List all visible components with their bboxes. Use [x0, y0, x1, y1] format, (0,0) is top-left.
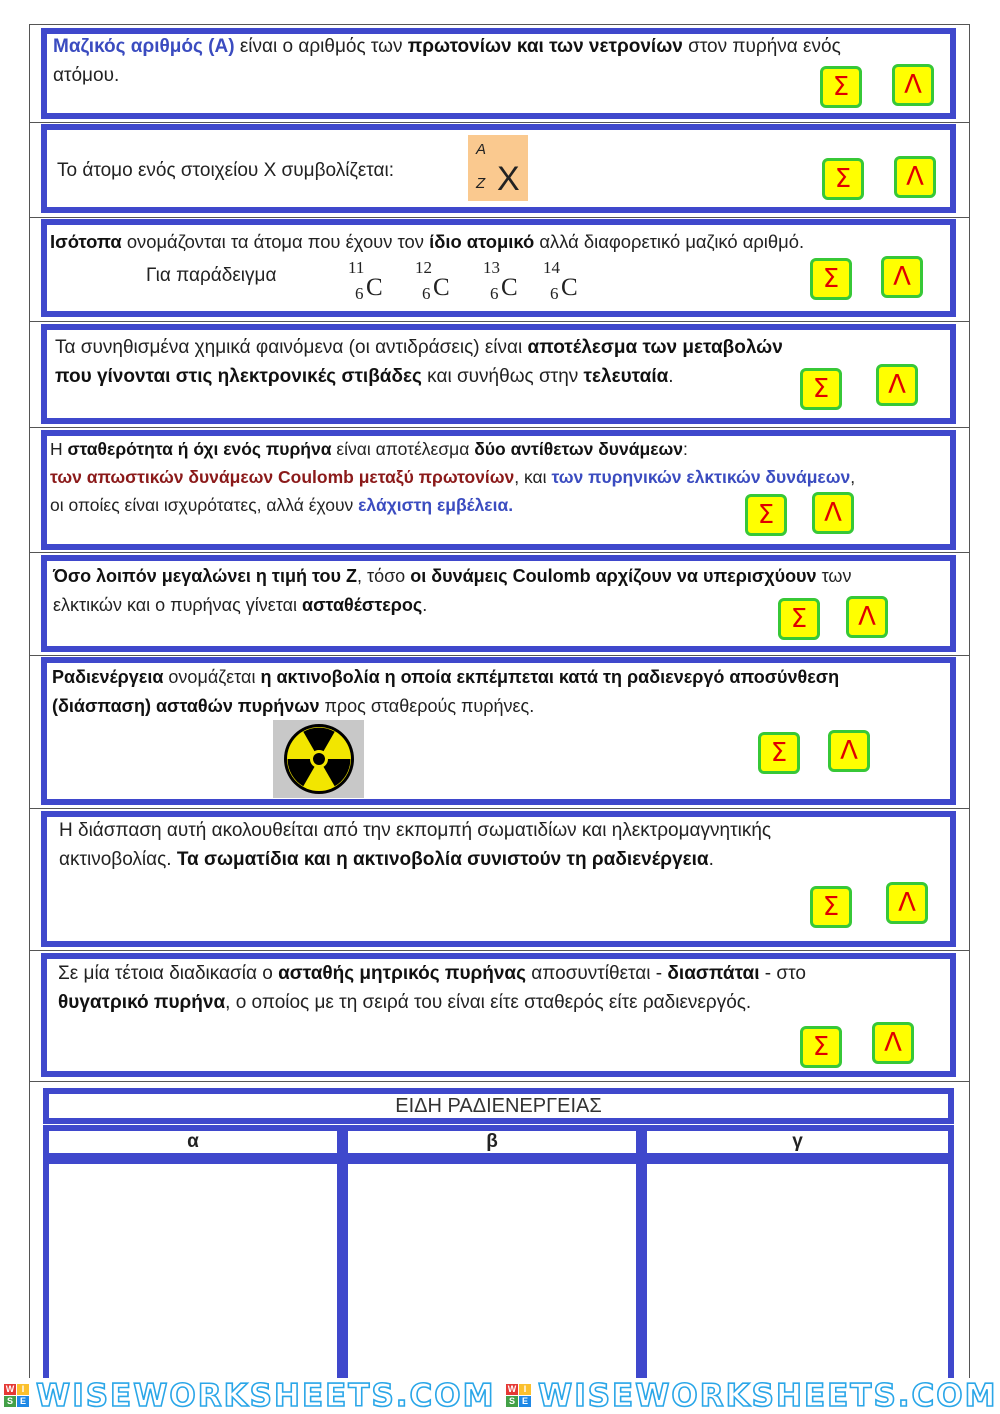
mass-number-label: A [476, 141, 487, 158]
divider [29, 655, 970, 656]
radiation-hazard-icon [273, 720, 364, 798]
wrong-button[interactable]: Λ [828, 730, 870, 772]
statement-2-text: Το άτομο ενός στοιχείου Χ συμβολίζεται: [57, 160, 395, 181]
wrong-button[interactable]: Λ [886, 882, 928, 924]
divider [29, 1081, 970, 1082]
wiseworksheets-logo-icon: W I S E [506, 1384, 534, 1408]
correct-button[interactable]: Σ [822, 158, 864, 200]
correct-button[interactable]: Σ [758, 732, 800, 774]
atomic-number-label: Z [476, 175, 486, 192]
nuclide-symbol [468, 135, 528, 201]
wrong-button[interactable]: Λ [892, 64, 934, 106]
correct-button[interactable]: Σ [745, 494, 787, 536]
wrong-button[interactable]: Λ [846, 596, 888, 638]
drop-zone-alpha[interactable] [43, 1158, 343, 1390]
divider [29, 217, 970, 218]
wrong-button[interactable]: Λ [881, 256, 923, 298]
column-header-alpha: α [43, 1125, 343, 1159]
drop-zone-beta[interactable] [342, 1158, 642, 1390]
correct-button[interactable]: Σ [810, 258, 852, 300]
watermark-text: WISEWORKSHEETS.COM [538, 1378, 998, 1414]
term: Μαζικός αριθμός (Α) [53, 36, 235, 57]
wrong-button[interactable]: Λ [876, 364, 918, 406]
element-symbol: X [497, 160, 520, 198]
wrong-button[interactable]: Λ [812, 492, 854, 534]
column-header-gamma: γ [641, 1125, 954, 1159]
statement-5-text: Η σταθερότητα ή όχι ενός πυρήνα είναι αποτέλεσμα δύο αντίθετων δυνάμεων: των απωστικών δυνάμεων Coulomb μεταξύ πρωτονίων, και των πυρηνικών ελκτικών δυνάμεων, οι οποίες είναι ισχυρότατες, αλλά έχουν ελάχιστη εμβέλεια. [50, 439, 856, 515]
statement-4-text: Τα συνηθισμένα χημικά φαινόμενα (οι αντιδράσεις) είναι αποτέλεσμα των μεταβολών που γίνονται στις ηλεκτρονικές στιβάδες και συνήθως στην τελευταία. [55, 337, 783, 387]
footer-watermark [0, 1378, 1000, 1413]
divider [29, 122, 970, 123]
divider [29, 321, 970, 322]
wrong-button[interactable]: Λ [894, 156, 936, 198]
statement-6-text: Όσο λοιπόν μεγαλώνει η τιμή του Ζ, τόσο οι δυνάμεις Coulomb αρχίζουν να υπερισχύουν των ελκτικών και ο πυρήνας γίνεται ασταθέστερος. [53, 566, 852, 615]
divider [29, 808, 970, 809]
wiseworksheets-logo-icon: W I S E [4, 1384, 32, 1408]
column-header-beta: β [342, 1125, 642, 1159]
correct-button[interactable]: Σ [778, 598, 820, 640]
wrong-button[interactable]: Λ [872, 1022, 914, 1064]
statement-8-text: Η διάσπαση αυτή ακολουθείται από την εκπομπή σωματιδίων και ηλεκτρομαγνητικής ακτινοβολίας. Τα σωματίδια και η ακτινοβολία συνιστούν τη ραδιενέργεια. [59, 820, 772, 870]
correct-button[interactable]: Σ [800, 368, 842, 410]
drop-zone-gamma[interactable] [641, 1158, 954, 1390]
correct-button[interactable]: Σ [820, 66, 862, 108]
divider [29, 950, 970, 951]
example-label: Για παράδειγμα [146, 265, 277, 286]
divider [29, 552, 970, 553]
statement-3-text: Ισότοπα ονομάζονται τα άτομα που έχουν τον ίδιο ατομικό αλλά διαφορετικό μαζικό αριθμό. [50, 231, 805, 252]
radioactivity-types-title: ΕΙΔΗ ΡΑΔΙΕΝΕΡΓΕΙΑΣ [43, 1088, 954, 1124]
divider [29, 427, 970, 428]
correct-button[interactable]: Σ [800, 1026, 842, 1068]
watermark-text: WISEWORKSHEETS.COM [36, 1378, 496, 1414]
statement-1-text: Μαζικός αριθμός (Α) είναι ο αριθμός των πρωτονίων και των νετρονίων στον πυρήνα ενός ατόμου. [53, 36, 841, 86]
correct-button[interactable]: Σ [810, 886, 852, 928]
statement-9-text: Σε μία τέτοια διαδικασία ο ασταθής μητρικός πυρήνας αποσυντίθεται - διασπάται - στο θυγατρικό πυρήνα, ο οποίος με τη σειρά του είναι είτε σταθερός είτε ραδιενεργός. [58, 963, 806, 1013]
statement-7-text: Ραδιενέργεια ονομάζεται η ακτινοβολία η οποία εκπέμπεται κατά τη ραδιενεργό αποσύνθεση (διάσπαση) ασταθών πυρήνων προς σταθερούς πυρήνες. [52, 667, 840, 716]
